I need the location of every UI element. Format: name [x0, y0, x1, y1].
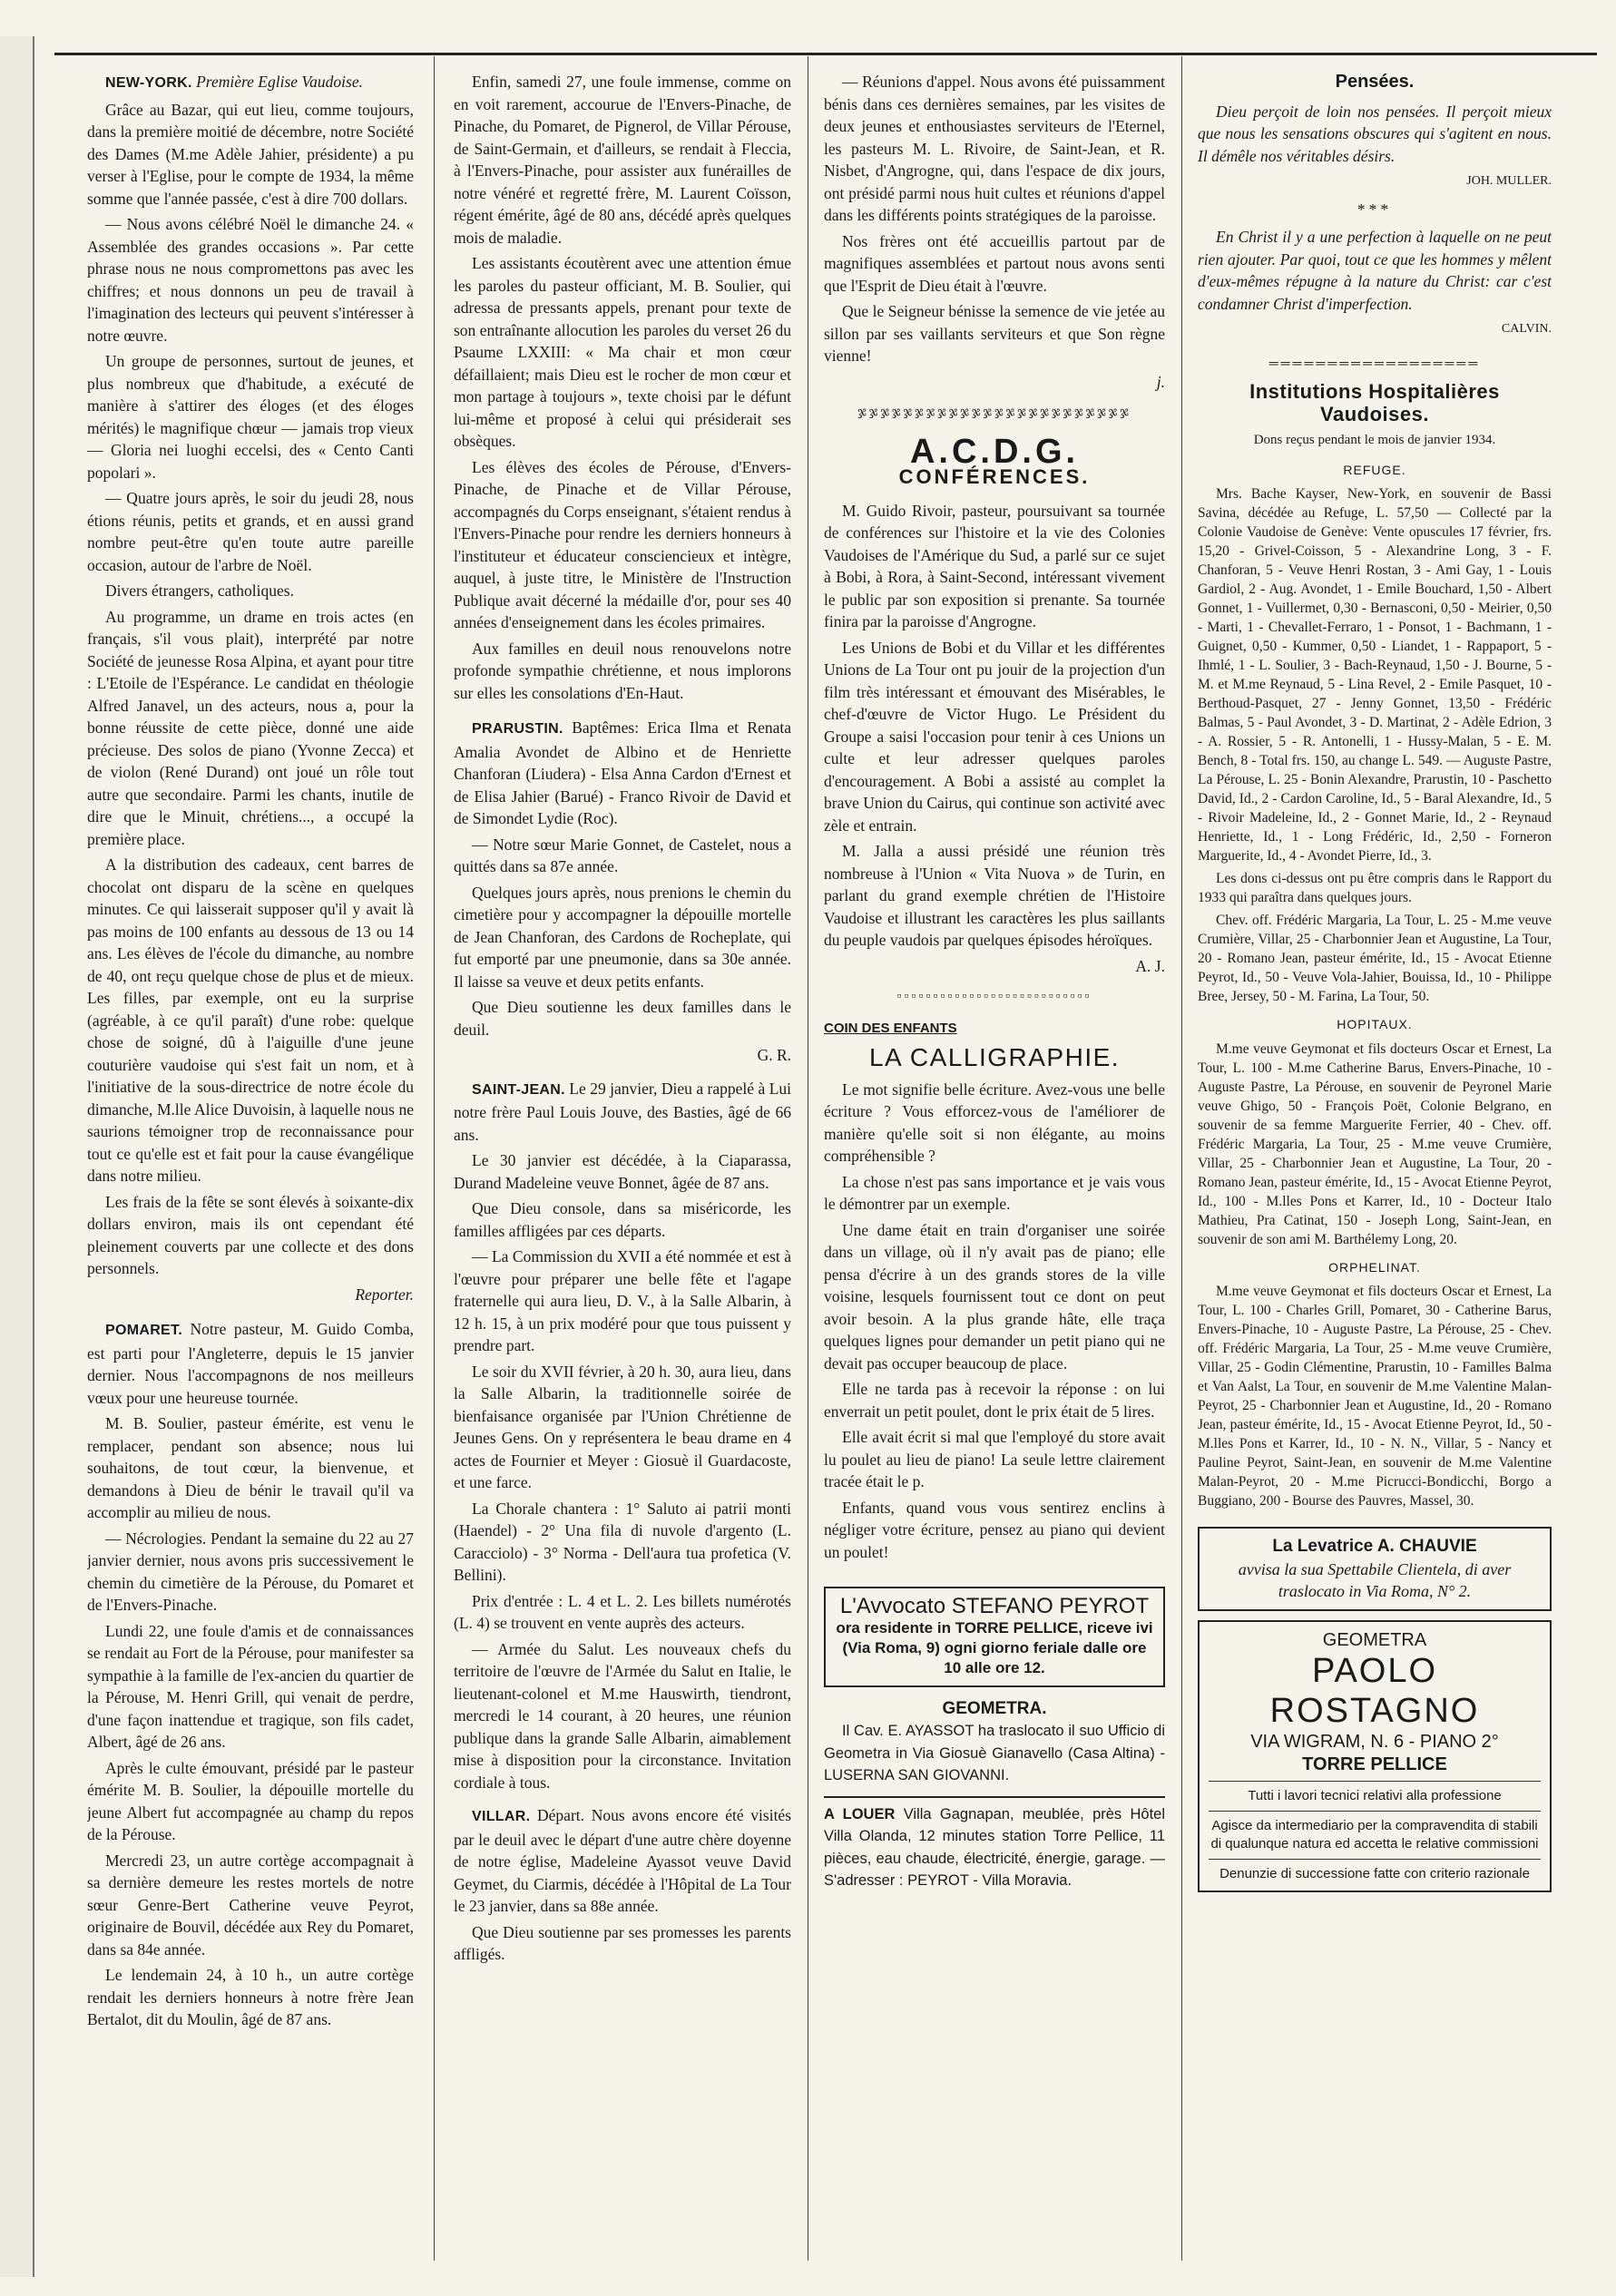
ornament-divider: ▫▫▫▫▫▫▫▫▫▫▫▫▫▫▫▫▫▫▫▫▫▫▫▫▫▫▫	[896, 990, 1092, 1003]
paragraph: Un groupe de personnes, surtout de jeunes, et plus nombreux que d'habitude, a exécuté de manière à s'attirer des éloges (et des éloges mérités) le magnifique chœur — jamais trop vieux — Gloria nei luoghi eccelsi, des « Cento Canti popolari ».	[87, 352, 414, 482]
section-subtitle: Première Eglise Vaudoise.	[196, 73, 363, 91]
paragraph: La chose n'est pas sans importance et je vais vous le démontrer par un exemple.	[824, 1172, 1165, 1213]
coin-des-enfants-label: COIN DES ENFANTS	[824, 1020, 957, 1036]
ad-title: L'Avvocato STEFANO PEYROT	[839, 1594, 1150, 1618]
stars-divider: ***	[1356, 200, 1393, 219]
paragraph: Lundi 22, une foule d'amis et de connaissances se rendait au Fort de la Pérouse, pour manifester sa sympathie à la famille de l'ex-ancien du quartier de la Pérouse, M. Henri Grill, qui venait de perdre, d'une façon inattendue et tragique, son fils cadet, Albert, âgé de 26 ans.	[87, 1621, 414, 1751]
paragraph: Quelques jours après, nous prenions le chemin du cimetière pour y accompagner la dépouille mortelle de Jean Chanforan, des Cardons de Rocheplate, qui fut emporté par une pneumonie, dans sa 30e année. Il laisse sa veuve et deux petits enfants.	[454, 883, 791, 991]
column-rule	[1181, 56, 1182, 2261]
paragraph: — La Commission du XVII a été nommée et est à l'œuvre pour préparer une belle fête et l'agape fraternelle qui aura lieu, D. V., à la Salle Albarin, à 12 h. 15, à un prix modéré pour que tous puissent y prendre part.	[454, 1247, 791, 1354]
a-louer-heading: A LOUER	[824, 1805, 896, 1822]
paragraph: Départ. Nous avons encore été visités par le deuil avec le départ d'une autre chère doyenne de notre église, Madeleine Ayassot veuve David Geymet, du Ciarmis, décédée à l'Hôpital de La Tour le 23 janvier, dans sa 88e année.	[454, 1806, 791, 1915]
paragraph: Au programme, un drame en trois actes (en français, s'il vous plait), interprété par notre Société de jeunesse Rosa Alpina, et ayant pour titre : L'Etoile de l'Espérance. Le candidat en théologie Alfred Janavel, un des acteurs, nous a, pour la bonne réussite de cette pièce, donné une aide précieuse. Des solos de piano (Yvonne Zecca) et de violon (René Durand) ont joué un rôle tout autre que secondaire. Parmi les chants, inutile de dire que le Minuit, chrétiens..., a occupé la première place.	[87, 607, 414, 848]
divider	[1209, 1781, 1541, 1782]
paragraph: Mercredi 23, un autre cortège accompagnait à sa dernière demeure les restes mortels de notre sœur Genre-Bert Catherine veuve Peyrot, originaire de Bouvil, décédée aux Rey du Pomaret, dans sa 84e année.	[87, 1851, 414, 1959]
paragraph: Elle avait écrit si mal que l'employé du store avait lu poulet au lieu de piano! La seule lettre clairement tracée était le p.	[824, 1428, 1165, 1490]
paragraph: Il Cav. E. AYASSOT ha traslocato il suo Ufficio di Geometra in Via Giosuè Gianavello (Casa Altina) - LUSERNA SAN GIOVANNI.	[824, 1723, 1165, 1783]
signature: G. R.	[757, 1046, 791, 1064]
ad-levatrice	[1198, 1527, 1552, 1611]
ad-line: Tutti i lavori tecnici relativi alla professione	[1248, 1788, 1502, 1803]
geometra-heading: GEOMETRA.	[942, 1698, 1047, 1718]
column-4	[1198, 71, 1552, 2248]
paragraph: La Chorale chantera : 1° Saluto ai patrii monti (Haendel) - 2° Una fila di nuvole d'argento (L. Caracciolo) - 3° Norma - Dell'aura tua profetica (V. Bellini).	[454, 1499, 791, 1584]
signature: A. J.	[1135, 956, 1165, 975]
column-1	[87, 71, 414, 2248]
ad-text: avvisa la sua Spettabile Clientela, di aver traslocato in Via Roma, N° 2.	[1238, 1559, 1512, 1600]
paragraph: Les assistants écoutèrent avec une attention émue les paroles du pasteur officiant, M. B. Soulier, qui adressa de pressants appels, prenant pour texte de son entraînante allocution les paroles du verset 26 du Psaume LXXIII: « Ma chair et mon cœur défaillaient; mais Dieu est le rocher de mon cœur et mon partage à toujours », texte choisi par le défunt lui-même et proposé à celui qui présiderait ses obsèques.	[454, 254, 791, 450]
section-head-villar: VILLAR.	[472, 1809, 531, 1824]
paragraph: — Notre sœur Marie Gonnet, de Castelet, nous a quittés dans sa 87e année.	[454, 835, 791, 875]
paragraph: — Nécrologies. Pendant la semaine du 22 au 27 janvier dernier, nous avons pris successivement le chemin du cimetière de la Pérouse, du Pomaret et de l'Envers-Pinache.	[87, 1529, 414, 1614]
paragraph: Le mot signifie belle écriture. Avez-vous une belle écriture ? Vous efforcez-vous de l'améliorer de manière qu'elle soit si non élégante, au moins compréhensible ?	[824, 1080, 1165, 1165]
paragraph: M. B. Soulier, pasteur émérite, est venu le remplacer, pendant son absence; nous lui souhaitons, de tout cœur, la bienvenue, et demandons à Dieu de bénir le travail qu'il va accomplir au milieu de nous.	[87, 1414, 414, 1521]
section-head-pomaret: POMARET.	[105, 1323, 183, 1338]
paragraph: Villa Gagnapan, meublée, près Hôtel Villa Olanda, 12 minutes station Torre Pellice, 11 pièces, eau chaude, électricité, énergie, garage. — S'adresser : PEYROT - Villa Moravia.	[824, 1805, 1165, 1889]
paragraph: Une dame était en train d'organiser une soirée dans un village, où il n'y avait pas de piano; elle pensa d'écrire à un des grands stores de la ville voisine, lesquels fournissent tout ce dont on peut avoir besoin. A la plus grande hâte, elle traça quelques lignes pour demander un petit piano qui ne devait pas occuper beaucoup de place.	[824, 1220, 1165, 1373]
paragraph: Le 30 janvier est décédée, à la Ciaparassa, Durand Madeleine veuve Bonnet, âgée de 87 ans.	[454, 1151, 791, 1192]
ad-title: La Levatrice A. CHAUVIE	[1272, 1537, 1477, 1556]
ad-line: Agisce da intermediario per la compravendita di stabili di qualunque natura ed accetta le relative commissioni	[1210, 1818, 1539, 1851]
institutions-subtitle: Dons reçus pendant le mois de janvier 1934.	[1253, 433, 1496, 447]
ad-avvocato-peyrot	[824, 1587, 1165, 1687]
paragraph: Enfants, quand vous vous sentirez enclins à négliger votre écriture, pensez au piano qui devient un poulet!	[824, 1498, 1165, 1561]
paragraph: M.me veuve Geymonat et fils docteurs Oscar et Ernest, La Tour, L. 100 - Charles Grill, Pomaret, 30 - Catherine Barus, Envers-Pinache, 10 - Auguste Pastre, La Pérouse, 25 - Chev. off. Frédéric Margaria, La Tour, 25 - M.me veuve Crumière, Villar, 25 - Godin Clémentine, Prarustin, 10 - Familles Balma et Van Aalst, La Tour, en souvenir de M.me Valentine Malan-Peyrot, 25 - Charbonnier Jean et Augustine, Id., 20 - Romano Jean, pasteur émérite, Id., 15 - Avocat Etienne Peyrot, Id., 50 - M.lles Pons et Karrer, Id., 10 - N. N., Villar, 5 - Nancy et Pauline Peyrot, Saint-Jean, en souvenir de M.me Valentine Malan-Peyrot, 20 - M.me Picrucci-Bondicchi, Borgo a Buggiano, 200 - Bourse des Pauvres, Massel, 30.	[1198, 1284, 1552, 1509]
section-head-prarustin: PRARUSTIN.	[472, 721, 563, 737]
paragraph: Elle ne tarda pas à recevoir la réponse : on lui enverrait un petit poulet, dont le prix était de 5 lires.	[824, 1380, 1165, 1421]
paragraph: Nos frères ont été accueillis partout par de magnifiques assemblées et partout nous avons senti que l'Esprit de Dieu était à l'œuvre.	[824, 231, 1165, 295]
paragraph: Enfin, samedi 27, une foule immense, comme on en voit rarement, accourue de l'Envers-Pinache, de Pinache, du Pomaret, de Pignerol, de Villar Pérouse, de Saint-Germain, et d'ailleurs, se rendait à Fleccia, à l'Envers-Pinache, pour assister aux funérailles de notre vénéré et regretté frère, M. Laurent Coïsson, régent émérite, âgé de 80 ans, décédé après quelques mois de maladie.	[454, 73, 791, 247]
paragraph: Notre pasteur, M. Guido Comba, est parti pour l'Angleterre, depuis le 15 janvier dernier. Nous l'accompagnons de nos meilleurs vœux pour une heureuse tournée.	[87, 1320, 414, 1407]
paragraph: Divers étrangers, catholiques.	[105, 581, 294, 600]
column-3	[824, 71, 1165, 2248]
signature: j.	[1156, 372, 1165, 391]
paragraph: Après le culte émouvant, présidé par le pasteur émérite M. B. Soulier, la dépouille mortelle du jeune Albert fut accompagnée au champ du repos de la Pérouse.	[87, 1758, 414, 1843]
ad-name: PAOLO ROSTAGNO	[1269, 1652, 1480, 1730]
ornament-divider: ჯჯჯჯჯჯჯჯჯჯჯჯჯჯჯჯჯჯჯჯჯჯჯჯ	[857, 405, 1131, 419]
pensees-title: Pensées.	[1335, 72, 1415, 92]
paragraph: Le 29 janvier, Dieu a rappelé à Lui notre frère Paul Louis Jouve, des Basties, âgé de 66 ans.	[454, 1079, 791, 1144]
column-rule	[434, 56, 435, 2261]
section-head-new-york: NEW-YORK.	[105, 75, 192, 91]
divider	[1209, 1811, 1541, 1812]
ad-geometra-rostagno	[1198, 1620, 1552, 1893]
paragraph: Que le Seigneur bénisse la semence de vie jetée au sillon par ses vaillants serviteurs et que Son règne vienne!	[824, 302, 1165, 365]
paragraph: Aux familles en deuil nous renouvelons notre profonde sympathie chrétienne, et nous implorons sur elles les consolations d'En-Haut.	[454, 639, 791, 702]
paragraph: Mrs. Bache Kayser, New-York, en souvenir de Bassi Savina, décédée au Refuge, L. 57,50 — Collecté par la Colonie Vaudoise de Genève: Vente opuscules 17 février, frs. 15,20 - Grivel-Coisson, 5 - Alexandrine Long, 3 - F. Chanforan, 5 - Veuve Henri Rostan, 3 - Ami Gay, 1 - Louis Gardiol, 2 - Aug. Avondet, 1 - Emile Bouchard, 1,50 - Albert Gonnet, 1 - Vuillermet, 0,30 - Bernasconi, 0,50 - Meirier, 0,50 - Marti, 1 - Chevallet-Ferraro, 1 - Ponsot, 1 - Bachmann, 1 - Guignet, 0,50 - Kummer, 0,50 - Liandet, 1 - Rappaport, 5 - Ihmlé, 1 - L. Soulier, 3 - Bach-Reynaud, 1,50 - J. Bourne, 5 - M. et M.me Reynaud, 5 - Lina Revel, 2 - Emile Pasquet, 10 - Berthoud-Pasquet, 27 - Jenny Gonnet, 13,50 - Frédéric Balmas, 5 - Paul Avondet, 3 - D. Martinat, 2 - Adèle Edrion, 3 - A. Rossier, 5 - R. Antonelli, 1 - Hussy-Malan, 5 - E. M. Bench, 8 - Total frs. 150, au change L. 549. — Auguste Pastre, La Pérouse, L. 25 - Bonin Alexandre, Prarustin, 10 - Paschetto David, Id., 2 - Cardon Caroline, Id., 5 - Baral Alexandre, Id., 5 - Rivoir Madeleine, Id., 2 - Gonnet Marie, Id., 2 - Reynaud Henriette, Id., 1 - Long Frédéric, Id., 2,50 - Forneron Marguerite, Id., 4 - Avondet Pierre, Id., 3.	[1198, 486, 1552, 864]
ornament-divider: ══════════════════	[1268, 357, 1481, 371]
paragraph: Les dons ci-dessus ont pu être compris dans le Rapport du 1933 qui paraîtra dans quelques jours.	[1198, 871, 1552, 905]
paragraph: Le lendemain 24, à 10 h., un autre cortège rendait les derniers honneurs à notre frère Jean Bertalot, dit du Moulin, âgé de 87 ans.	[87, 1966, 414, 2028]
institutions-title: Institutions Hospitalières Vaudoises.	[1249, 380, 1500, 425]
paragraph: Chev. off. Frédéric Margaria, La Tour, L. 25 - M.me veuve Crumière, Villar, 25 - Charbonnier Jean et Augustine, La Tour, 20 - Romano Jean, pasteur émérite, Id., 15 - Avocat Etienne Peyrot, Id., 50 - Veuve Vola-Jahier, Bouissa, Id., 10 - Philippe Bree, Jersey, 50 - M. Farina, La Tour, 50.	[1198, 913, 1552, 1004]
column-2	[454, 71, 791, 2248]
divider	[1209, 1859, 1541, 1860]
ad-city: TORRE PELLICE	[1302, 1754, 1447, 1774]
paragraph: Les Unions de Bobi et du Villar et les différentes Unions de La Tour ont pu jouir de la projection d'un film très intéressant et émouvant des Misérables, le chef-d'œuvre de Victor Hugo. Le Président du Groupe a saisi l'occasion pour tenir à ces Unions un culte et leur adresser quelques paroles d'encouragement. A Bobi a assisté au complet la brave Union du Cairus, qui continue son activité avec zèle et entrain.	[824, 638, 1165, 835]
section-head-saint-jean: SAINT-JEAN.	[472, 1081, 565, 1098]
paragraph: — Armée du Salut. Les nouveaux chefs du territoire de l'œuvre de l'Armée du Salut en Italie, le lieutenant-colonel et M.me Hauswirth, tiendront, mercredi le 14 courant, à 20 heures, une réunion publique dans la grande Salle Albarin, aimablement mise à disposition pour la circonstance. Invitation cordiale à tous.	[454, 1639, 791, 1792]
paragraph: A la distribution des cadeaux, cent barres de chocolat ont disparu de la scène en quelques minutes. Ce qui laisserait supposer qu'il y avait là pas moins de 100 enfants au dessous de 13 ou 14 ans. Les élèves de l'école du dimanche, au nombre de 40, ont reçu quelque chose de plus et de mieux. Les filles, par exemple, ont eu la surprise (agréable, à ce qu'il paraît) d'une robe: quelque chose de soigné, dû à l'aiguille d'une jeune couturière vaudoise qui s'est fait un nom, et à l'initiative de la sous-directrice de notre école du dimanche, M.lle Alice Duvoisin, à laquelle nous ne saurions témoigner trop de reconnaissance pour tout ce qu'elle est et fait pour la cause évangélique dans notre milieu.	[87, 855, 414, 1185]
calligraphie-title: LA CALLIGRAPHIE.	[868, 1043, 1121, 1071]
paragraph: Que Dieu soutienne par ses promesses les parents affligés.	[454, 1922, 791, 1963]
hopitaux-heading: HOPITAUX.	[1337, 1017, 1413, 1031]
paragraph: — Réunions d'appel. Nous avons été puissamment bénis dans ces dernières semaines, par les visites de deux jeunes et enthousiastes serviteurs de l'Eternel, les pasteurs M. L. Rivoire, de Saint-Jean, et R. Nisbet, d'Angrogne, qui, dans l'espace de dix jours, ont présidé parmi nous huit cultes et réunions d'appel dans les différents points stratégiques de la paroisse.	[824, 73, 1165, 224]
divider	[824, 1796, 1165, 1798]
ad-address: VIA WIGRAM, N. 6 - PIANO 2°	[1250, 1732, 1499, 1752]
quote: En Christ il y a une perfection à laquelle on ne peut rien ajouter. Par quoi, tout ce que les hommes y mêlent d'eux-mêmes répugne à la nature du Christ: car c'est condamner Christ d'imperfection.	[1198, 228, 1552, 313]
paragraph: — Nous avons célébré Noël le dimanche 24. « Assemblée des grandes occasions ». Par cette phrase nous ne nous compromettons pas avec les chiffres; et nous donnons un peu de travail à l'imagination des lecteurs qui peuvent s'intéresser à notre œuvre.	[87, 215, 414, 345]
quote: Dieu perçoit de loin nos pensées. Il perçoit mieux que nous les sensations obscures qui s'agitent en nous. Il démêle nos véritables désirs.	[1198, 102, 1552, 165]
paragraph: Que Dieu soutienne les deux familles dans le deuil.	[454, 998, 791, 1039]
orphelinat-heading: ORPHELINAT.	[1328, 1259, 1421, 1275]
top-rule	[54, 53, 1597, 55]
paragraph: M. Jalla a aussi présidé une réunion très nombreuse à l'Union « Vita Nuova » de Turin, en parlant du grand exemple chrétien de l'Histoire Vaudoise et illustrant les caractères les plus saillants du peuple vaudois par quelques épisodes héroïques.	[824, 842, 1165, 949]
paragraph: Prix d'entrée : L. 4 et L. 2. Les billets numérotés (L. 4) se trouvent en vente auprès des acteurs.	[454, 1591, 791, 1632]
refuge-heading: REFUGE.	[1343, 462, 1406, 477]
conferences-title: CONFÉRENCES.	[898, 465, 1091, 488]
previous-page-edge	[0, 36, 34, 2277]
paragraph: Le soir du XVII février, à 20 h. 30, aura lieu, dans la Salle Albarin, la traditionnelle soirée de bienfaisance organisée par l'Union Chrétienne de Jeunes Gens. On y représentera le beau drame en 4 actes de Fournier et Meyer : Giosuè il Guardacoste, et une farce.	[454, 1362, 791, 1491]
paragraph: Baptêmes: Erica Ilma et Renata Amalia Avondet de Albino et de Henriette Chanforan (Liudera) - Elsa Anna Cardon d'Ernest et de Elisa Jahier (Barué) - Franco Rivoir de David et de Simondet Lydie (Roc).	[454, 718, 791, 827]
paragraph: Les frais de la fête se sont élevés à soixante-dix dollars environ, mais ils ont cependant été pleinement couverts par une collecte et des dons personnels.	[87, 1192, 414, 1277]
quote-author: CALVIN.	[1501, 322, 1552, 336]
paragraph: M.me veuve Geymonat et fils docteurs Oscar et Ernest, La Tour, L. 100 - M.me Catherine Barus, Envers-Pinache, 10 - Auguste Pastre, La Pérouse, en souvenir de Peyronel Marie veuve Ghigo, 50 - François Poët, Colonie Belgrano, en souvenir de sa femme Marguerite Ferrier, 40 - Chev. off. Frédéric Margaria, La Tour, 25 - M.me veuve Crumière, Villar, 25 - Charbonnier Jean et Augustine, La Tour, 20 - Romano Jean, pasteur émérite, Id., 15 - Avocat Etienne Peyrot, Id., 100 - M.lles Pons et Karrer, Id., 10 - Docteur Italo Mathieu, Pra Catinat, 150 - Joseph Long, Saint-Jean, en souvenir de son ami M. Barthélemy Long, 20.	[1198, 1041, 1552, 1247]
quote-author: JOH. MULLER.	[1466, 174, 1552, 188]
paragraph: Les élèves des écoles de Pérouse, d'Envers-Pinache, de Pinache et de Villar Pérouse, accompagnés du Corps enseignant, s'étaient rendus à l'Envers-Pinache pour rendre les derniers honneurs à l'instituteur et éducateur consciencieux et intègre, auquel, à juste titre, le Ministère de l'Instruction Publique avait décerné la médaille d'or, pour ses 40 années d'enseignement dans les écoles primaires.	[454, 457, 791, 631]
paragraph: Que Dieu console, dans sa miséricorde, les familles affligées par ces départs.	[454, 1199, 791, 1240]
ad-kicker: GEOMETRA	[1322, 1629, 1427, 1650]
acdg-title: A.C.D.G.	[909, 432, 1080, 471]
paragraph: Grâce au Bazar, qui eut lieu, comme toujours, dans la première moitié de décembre, notre Société des Dames (M.me Adèle Jahier, présidente) a pu verser à l'Eglise, pour le compte de 1934, la même somme que l'année passée, c'est à dire 700 dollars.	[87, 100, 414, 208]
signature: Reporter.	[355, 1285, 414, 1304]
ad-text: ora residente in TORRE PELLICE, riceve ivi (Via Roma, 9) ogni giorno feriale dalle ore 10 alle ore 12.	[836, 1618, 1153, 1676]
ad-line: Denunzie di successione fatte con criterio razionale	[1219, 1866, 1530, 1881]
paragraph: — Quatre jours après, le soir du jeudi 28, nous étions réunis, petits et grands, et en aussi grand nombre peut-être qu'en toute autre pareille occasion, autour de l'arbre de Noël.	[87, 489, 414, 574]
paragraph: M. Guido Rivoir, pasteur, poursuivant sa tournée de conférences sur l'histoire et la vie des Colonies Vaudoises de l'Amérique du Sud, a parlé sur ce sujet à Bobi, à Rora, à Saint-Second, intéressant vivement le public par son exposition si prenante. Sa tournée finira par la paroisse d'Angrogne.	[824, 501, 1165, 630]
